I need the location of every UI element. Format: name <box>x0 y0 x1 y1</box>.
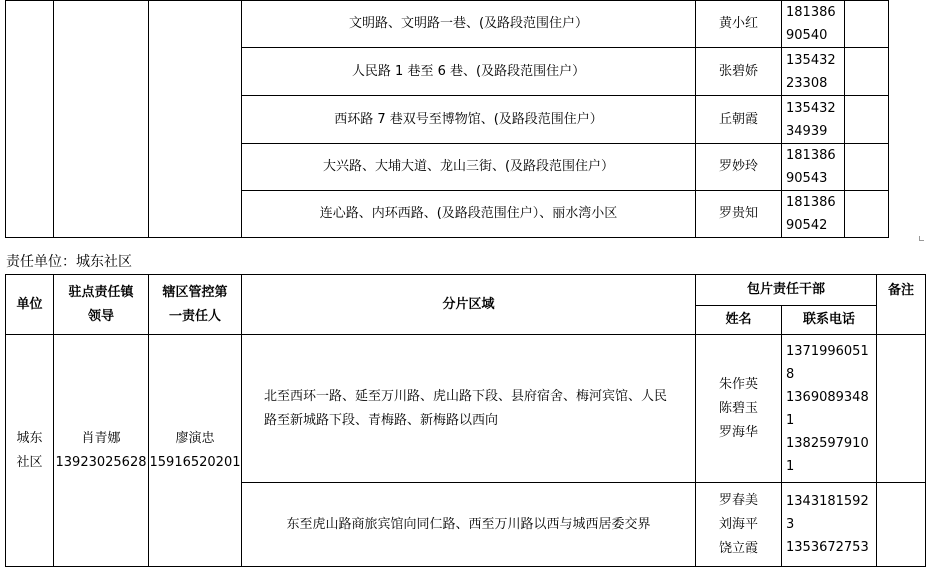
area-cell: 大兴路、大埔大道、龙山三街、(及路段范围住户） <box>242 144 696 191</box>
area-cell: 人民路 1 巷至 6 巷、(及路段范围住户） <box>242 48 696 96</box>
cadre-phone: 13690893481 <box>786 389 869 428</box>
name-cell: 张碧娇 <box>696 48 782 96</box>
area-cell: 西环路 7 巷双号至博物馆、(及路段范围住户） <box>242 96 696 144</box>
cadre-phone: 13825979101 <box>786 435 869 474</box>
name-cell: 罗妙玲 <box>696 144 782 191</box>
leader-cell <box>54 1 149 238</box>
phones-cell <box>782 335 877 483</box>
table-row <box>6 335 926 483</box>
phone-cell: 13543223308 <box>782 48 845 96</box>
phone-cell: 18138690540 <box>782 1 845 48</box>
remark-cell <box>845 144 889 191</box>
cadre-name: 饶立霞 <box>718 540 758 556</box>
remark-cell <box>845 48 889 96</box>
unit-cell <box>6 1 54 238</box>
cadre-phone: 13719960518 <box>786 343 869 382</box>
first-responsible-name: 廖演忠 <box>175 430 215 446</box>
name-cell: 罗贵知 <box>696 191 782 238</box>
area-cell: 文明路、文明路一巷、(及路段范围住户） <box>242 1 696 48</box>
unit-cell: 城东社区 <box>6 335 54 567</box>
page-corner-mark <box>919 236 924 241</box>
names-cell <box>696 483 782 567</box>
leader-cell <box>54 335 149 567</box>
top-table <box>5 0 889 238</box>
remark-cell <box>845 96 889 144</box>
name-cell: 黄小红 <box>696 1 782 48</box>
header-leader: 驻点责任镇领导 <box>54 275 149 335</box>
area-cell: 北至西环一路、延至万川路、虎山路下段、县府宿舍、梅河宾馆、人民路至新城路下段、青梅路、新梅路以西向 <box>242 335 696 483</box>
phone-cell: 18138690542 <box>782 191 845 238</box>
cadre-name: 罗海华 <box>718 424 758 440</box>
unit-title: 责任单位：城东社区 <box>6 254 132 270</box>
header-row <box>6 275 926 306</box>
cadre-phone: 13431815923 <box>786 494 869 532</box>
leader-name: 肖青娜 <box>81 430 121 446</box>
cadre-phone: 1353672753 <box>786 540 869 555</box>
phone-cell: 18138690543 <box>782 144 845 191</box>
header-unit: 单位 <box>6 275 54 335</box>
cadre-name: 朱作英 <box>718 376 758 392</box>
leader-phone: 13923025628 <box>55 454 147 470</box>
first-responsible-cell <box>149 335 242 567</box>
area-cell: 连心路、内环西路、(及路段范围住户）、丽水湾小区 <box>242 191 696 238</box>
remark-cell <box>877 483 926 567</box>
header-area: 分片区域 <box>242 275 696 335</box>
cadre-name: 陈碧玉 <box>718 400 758 416</box>
header-remark: 备注 <box>877 275 926 335</box>
first-responsible-phone: 15916520201 <box>149 454 241 470</box>
remark-cell <box>845 191 889 238</box>
cadre-name: 刘海平 <box>718 516 758 532</box>
phones-cell <box>782 483 877 567</box>
header-cadre: 包片责任干部 <box>696 275 877 306</box>
cadre-name: 罗春美 <box>718 492 758 508</box>
header-first-responsible: 辖区管控第一责任人 <box>149 275 242 335</box>
table-row <box>6 1 889 48</box>
header-phone: 联系电话 <box>782 306 877 335</box>
area-cell: 东至虎山路商旅宾馆向同仁路、西至万川路以西与城西居委交界 <box>242 483 696 567</box>
remark-cell <box>877 335 926 483</box>
phone-cell: 13543234939 <box>782 96 845 144</box>
header-name: 姓名 <box>696 306 782 335</box>
first-responsible-cell <box>149 1 242 238</box>
community-table <box>5 274 926 567</box>
remark-cell <box>845 1 889 48</box>
name-cell: 丘朝霞 <box>696 96 782 144</box>
names-cell <box>696 335 782 483</box>
